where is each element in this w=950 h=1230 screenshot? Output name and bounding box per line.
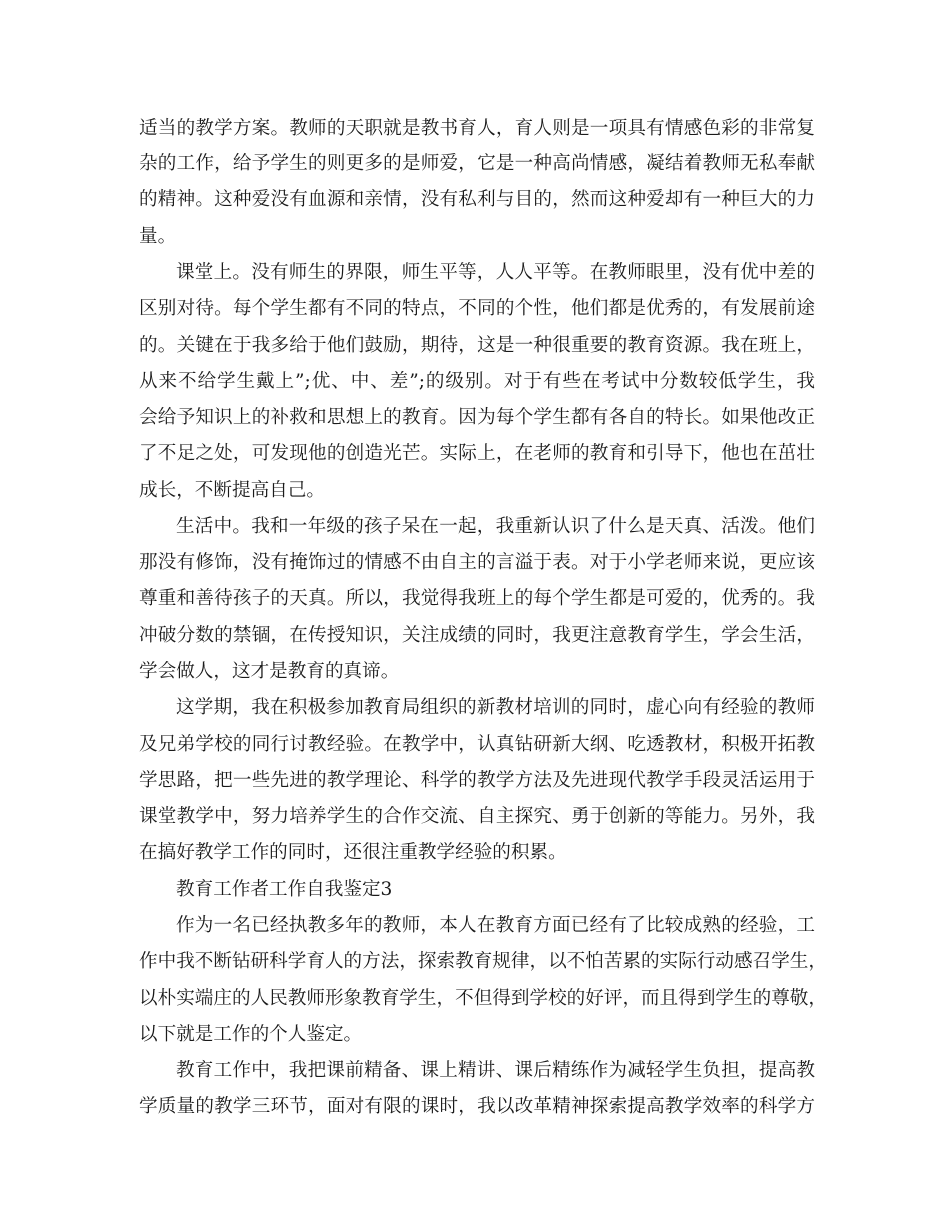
- paragraph-line: 及兄弟学校的同行讨教经验。在教学中，认真钻研新大纲、吃透教材，积极开拓教: [139, 734, 815, 755]
- paragraph-line: 作为一名已经执教多年的教师，本人在教育方面已经有了比较成熟的经验，工: [176, 915, 815, 936]
- section-heading: 教育工作者工作自我鉴定3: [176, 879, 393, 900]
- paragraph-line: 在搞好教学工作的同时，还很注重教学经验的积累。: [139, 842, 567, 863]
- paragraph-line: 区别对待。每个学生都有不同的特点，不同的个性，他们都是优秀的，有发展前途: [139, 298, 815, 319]
- paragraph-line: 课堂上。没有师生的界限，师生平等，人人平等。在教师眼里，没有优中差的: [176, 262, 815, 283]
- paragraph-line: 量。: [139, 226, 177, 247]
- paragraph-line: 以下就是工作的个人鉴定。: [139, 1024, 363, 1045]
- paragraph-line: 那没有修饰，没有掩饰过的情感不由自主的言溢于表。对于小学老师来说，更应该: [139, 552, 815, 573]
- paragraph-line: 适当的教学方案。教师的天职就是教书育人，育人则是一项具有情感色彩的非常复: [139, 118, 815, 139]
- paragraph-line: 教育工作中，我把课前精备、课上精讲、课后精练作为减轻学生负担，提高教: [176, 1060, 815, 1081]
- paragraph-line: 从来不给学生戴上”;优、中、差”;的级别。对于有些在考试中分数较低学生，我: [139, 371, 815, 392]
- paragraph-line: 杂的工作，给予学生的则更多的是师爱，它是一种高尚情感，凝结着教师无私奉献: [139, 153, 815, 174]
- paragraph-line: 成长，不断提高自己。: [139, 480, 325, 501]
- paragraph-line: 学思路，把一些先进的教学理论、科学的教学方法及先进现代教学手段灵活运用于: [139, 770, 815, 791]
- paragraph-line: 的。关键在于我多给于他们鼓励，期待，这是一种很重要的教育资源。我在班上，: [139, 335, 815, 356]
- paragraph-line: 学质量的教学三环节，面对有限的课时，我以改革精神探索提高教学效率的科学方: [139, 1096, 815, 1117]
- paragraph-line: 作中我不断钻研科学育人的方法，探索教育规律，以不怕苦累的实际行动感召学生，: [139, 951, 827, 972]
- paragraph-line: 课堂教学中，努力培养学生的合作交流、自主探究、勇于创新的等能力。另外，我: [139, 806, 815, 827]
- paragraph-line: 了不足之处，可发现他的创造光芒。实际上，在老师的教育和引导下，他也在茁壮: [139, 443, 815, 464]
- paragraph-line: 冲破分数的禁锢，在传授知识，关注成绩的同时，我更注意教育学生，学会生活，: [139, 625, 815, 646]
- paragraph-line: 会给予知识上的补救和思想上的教育。因为每个学生都有各自的特长。如果他改正: [139, 407, 815, 428]
- paragraph-line: 学会做人，这才是教育的真谛。: [139, 661, 400, 682]
- paragraph-line: 的精神。这种爱没有血源和亲情，没有私利与目的，然而这种爱却有一种巨大的力: [139, 189, 815, 210]
- paragraph-line: 尊重和善待孩子的天真。所以，我觉得我班上的每个学生都是可爱的，优秀的。我: [139, 588, 815, 609]
- paragraph-line: 生活中。我和一年级的孩子呆在一起，我重新认识了什么是天真、活泼。他们: [176, 516, 815, 537]
- paragraph-line: 以朴实端庄的人民教师形象教育学生，不但得到学校的好评，而且得到学生的尊敬，: [139, 988, 827, 1009]
- paragraph-line: 这学期，我在积极参加教育局组织的新教材培训的同时，虚心向有经验的教师: [176, 697, 815, 718]
